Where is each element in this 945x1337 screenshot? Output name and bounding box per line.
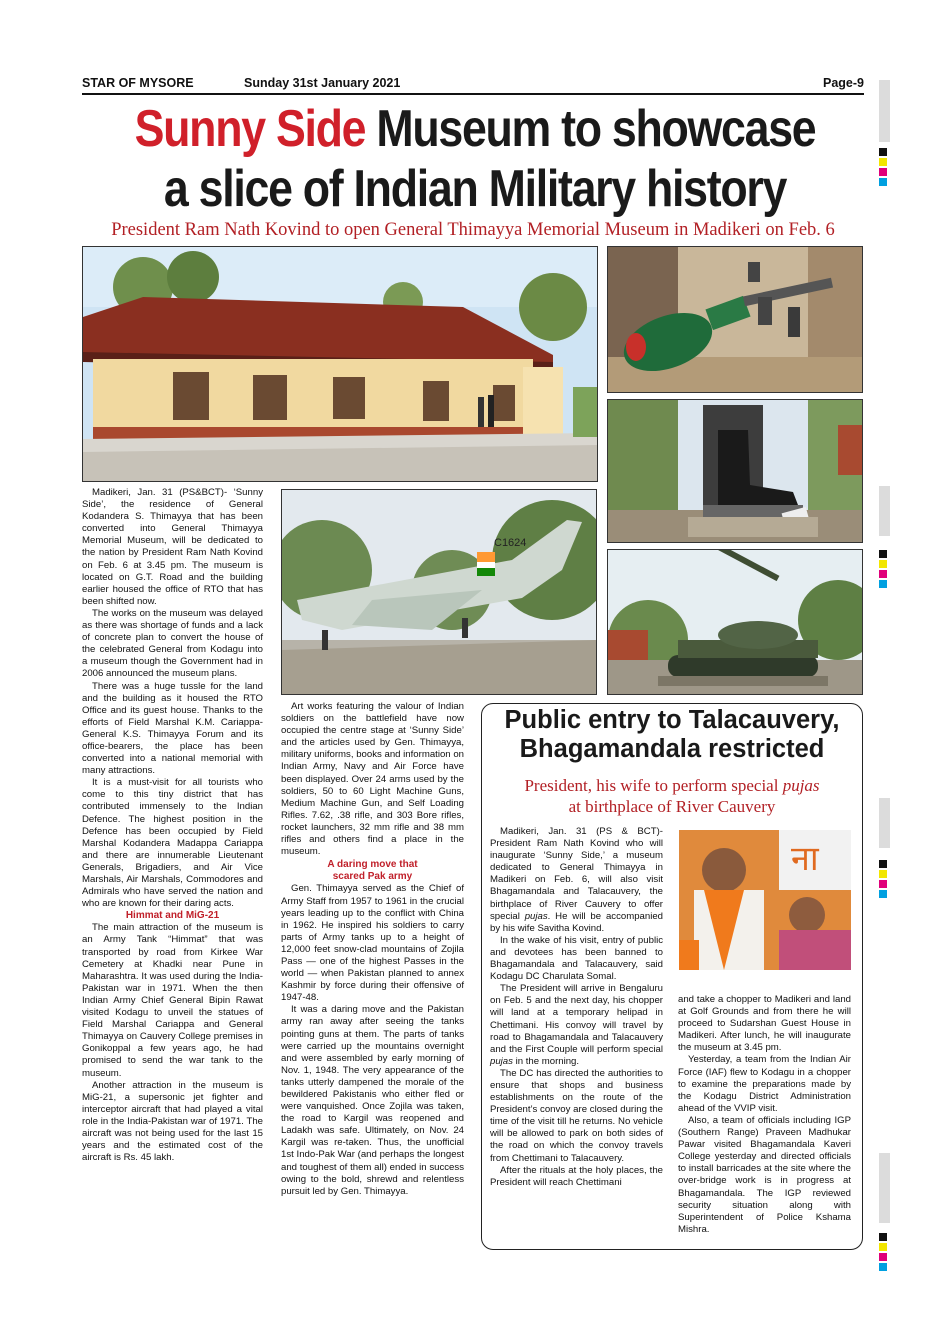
subhead-daring-move-2: scared Pak army <box>332 871 413 883</box>
sidebar-deck <box>481 775 863 817</box>
tank-photo <box>607 549 863 695</box>
sidebar-headline-line1: Public entry to Talacauvery, <box>504 706 840 734</box>
registration-marks-3 <box>879 798 890 898</box>
magenta-mark <box>879 168 887 176</box>
black-mark <box>879 860 887 868</box>
headline-line1-rest: Museum to showcase <box>376 100 816 158</box>
issue-date: Sunday 31st January 2021 <box>244 76 401 90</box>
masthead-rule <box>82 93 864 95</box>
article-paragraph: It was a daring move and the Pakistan army ran away after seeing the tanks pointing guns at them. The parts of tanks were carried up the mountains overnight and were assembled by early morning of Nov. 1, 1948. The very appearance of the tanks utterly dampened the morale of the bewildered Pakistanis who either fled or were vanquished. Once Zojila was taken, the road to Kargil was reopened and Ladakh was safe. Ultimately, on Nov. 24 Kargil was re-taken. Thus, the unofficial 1st Indo-Pak War (and perhaps the longest and toughest of them all) ended in success owing to the bold, shrewd and relentless pursuit led by Gen. Thimayya. <box>281 1004 464 1197</box>
page-number: Page-9 <box>823 76 864 90</box>
museum-building-photo <box>82 246 598 482</box>
sidebar-em: pujas <box>524 910 548 922</box>
registration-marks-2 <box>879 486 890 588</box>
sidebar-column-2 <box>678 994 851 1236</box>
article-paragraph: Gen. Thimayya served as the Chief of Army Staff from 1957 to 1961 in the crucial years leading up to the conflict with China in 1962. He inspired his soldiers to carry parts of Army tanks up to a height of 12,000 feet snow-clad mountains of Zojila Pass — one of the highest Passes in the world — when Pakistan planned to annex Kashmir by force during their offensive of 1947-48. <box>281 883 464 1004</box>
cyan-mark <box>879 1263 887 1271</box>
boot-memorial-photo <box>607 399 863 543</box>
article-paragraph: Art works featuring the valour of Indian soldiers on the battlefield have now occupied the centre stage at ‘Sunny Side’ and the articles used by Gen. Thimayya, military uniforms, books and information on Indian Army, Navy and Air Force have been displayed. Over 24 arms used by the soldiers, 50 to 60 Light Machine Guns, Medium Machine Gun, and Self Loading Rifles. 7.62, .38 rifle, and 303 Bore rifles, rocket launchers, 32 mm rifle and 38 mm rifles and others find a place in the museum. <box>281 701 464 858</box>
article-paragraph: Madikeri, Jan. 31 (PS&BCT)- ‘Sunny Side’, the residence of General Kodandera S. Thimayya that has been converted into General Thimayya Memorial Museum, will be dedicated to the nation by President Ram Nath Kovind on Feb. 6 at 3.45 pm. The museum is located on G.T. Road and the building earlier housed the office of RTO that has been shifted now. <box>82 487 263 607</box>
black-mark <box>879 1233 887 1241</box>
sidebar-paragraph: Also, a team of officials including IGP (Southern Range) Praveen Madhukar Pawar visited Bhagamandala Kaveri College yesterday and directed officials to install barricades at the site where the over-bridge work is in progress at Bhagamandala. The IGP reviewed security situation along with Superintendent of Police Kshama Mishra. <box>678 1114 851 1235</box>
headline-line2: a slice of Indian Military history <box>163 160 787 218</box>
newspaper-name: STAR OF MYSORE <box>82 76 194 90</box>
yellow-mark <box>879 870 887 878</box>
sidebar-paragraph: After the rituals at the holy places, the President will reach Chettimani <box>490 1164 663 1188</box>
yellow-mark <box>879 1243 887 1251</box>
sidebar-text: The President will arrive in Bengaluru on Feb. 5 and the next day, his chopper will land at a temporary helipad in Chettimani. His convoy will travel by road to Bhagamandala and Talacauvery and the First Couple will perform special <box>490 983 663 1055</box>
sidebar-headline <box>481 706 863 764</box>
gray-bar <box>879 486 890 536</box>
sidebar-deck-line2: at birthplace of River Cauvery <box>568 797 776 816</box>
article-paragraph: The main attraction of the museum is an Army Tank “Himmat” that was transported by road from Kirkee War Cemetery at Khadki near Pune in Maharashtra. It was used during the India-Pakistan war in 1971. When the then Indian Army Chief General Bipin Rawat visited Kodagu to unveil the statues of Field Marshal Cariappa and General Thimayya on Cauvery College premises in Gonikoppal a few years ago, he had promised to send the war tank to the museum. <box>82 922 263 1079</box>
yellow-mark <box>879 560 887 568</box>
sidebar-deck-line1 <box>481 775 863 796</box>
sidebar-paragraph: In the wake of his visit, entry of public and devotees has been banned to Bhagamandala and Talacauvery, said Kodagu DC Charulata Somal. <box>490 934 663 983</box>
magenta-mark <box>879 880 887 888</box>
subhead-daring-move-1: A daring move that <box>327 859 418 871</box>
article-paragraph: There was a huge tussle for the land and the building as it housed the RTO Office and its guest house. Thanks to the efforts of Field Marshal K.M. Cariappa-General K.S. Thimayya Forum and its office-bearers, the place has been converted into a national memorial with many attractions. <box>82 680 263 777</box>
rocket-launcher-photo <box>607 246 863 393</box>
subhead-himmat-mig21: Himmat and MiG-21 <box>125 910 220 922</box>
headline-red: Sunny Side <box>134 100 366 158</box>
gray-bar <box>879 798 890 848</box>
headline-line1 <box>118 98 832 160</box>
yellow-mark <box>879 158 887 166</box>
sidebar-headline-line2: Bhagamandala restricted <box>519 735 825 763</box>
sidebar-paragraph: The DC has directed the authorities to ensure that shops and business establishments on the route of the President’s convoy are closed during the time of the visit till he returns. No vehicle will be allowed to park on both sides of the road on which the convoy travels from Chettimani to Talacauvery. <box>490 1067 663 1164</box>
cyan-mark <box>879 178 887 186</box>
cyan-mark <box>879 580 887 588</box>
president-couple-photo <box>679 830 851 970</box>
sidebar-paragraph <box>490 983 663 1068</box>
gray-bar <box>879 80 890 142</box>
sidebar-text: Madikeri, Jan. 31 (PS & BCT)- President Ram Nath Kovind who will inaugurate ‘Sunny Side,’ a museum dedicated to General Thimayya in Madikeri on Feb. 6, will also visit Bhagamandala and Talacauvery, the birthplace of River Cauvery to offer special <box>490 826 663 922</box>
article-column-2 <box>281 701 464 1198</box>
sidebar-text: in the morning. <box>512 1055 580 1067</box>
headline-deck: President Ram Nath Kovind to open General Thimayya Memorial Museum in Madikeri on Feb. 6 <box>111 220 835 240</box>
aircraft-serial: C1624 <box>494 537 527 549</box>
black-mark <box>879 148 887 156</box>
sidebar-paragraph: Yesterday, a team from the Indian Air Force (IAF) flew to Kodagu in a chopper to examine the preparations made by the Kodagu District Administration ahead of the VVIP visit. <box>678 1054 851 1114</box>
article-paragraph: Another attraction in the museum is MiG-21, a supersonic jet fighter and interceptor aircraft that had played a vital role in the India-Pakistan war of 1971. The aircraft was not being used for the last 15 years and the estimated cost of the aircraft is Rs. 45 lakh. <box>82 1079 263 1164</box>
sidebar-em: pujas <box>490 1055 513 1067</box>
registration-marks-1 <box>879 80 890 186</box>
article-column-1 <box>82 487 263 1164</box>
magenta-mark <box>879 1253 887 1261</box>
article-paragraph: The works on the museum was delayed as there was shortage of funds and a lack of concrete plan to convert the house of the celebrated General from Kodagu into a museum though the Government had in 2006 announced the museum plans. <box>82 607 263 680</box>
masthead <box>82 76 864 92</box>
article-paragraph: It is a must-visit for all tourists who come to this tiny district that has contributed immensely to the Indian Defence. The highest position in the Defence has been occupied by Field Marshal Kodandera Madappa Cariappa and there are innumerable Lieutenant Generals, Brigadiers, and Air Vice Marshals, Air Marshals, Commodores and Admirals who have served the nation and who are known for their daring acts. <box>82 777 263 910</box>
sidebar-deck-em: pujas <box>782 776 820 795</box>
sidebar-text: . He will be accompanied by his wife Savitha Kovind. <box>490 910 664 934</box>
registration-marks-4 <box>879 1153 890 1271</box>
sidebar-paragraph: and take a chopper to Madikeri and land at Golf Grounds and from there he will proceed to Sudarshan Guest House in Madikeri. After lunch, he will inaugurate the museum at 3.45 pm. <box>678 994 851 1054</box>
black-mark <box>879 550 887 558</box>
mig21-aircraft-photo <box>281 489 597 695</box>
magenta-mark <box>879 570 887 578</box>
cyan-mark <box>879 890 887 898</box>
sidebar-deck-text: President, his wife to perform special <box>524 776 783 795</box>
sidebar-column-1 <box>490 826 663 1189</box>
sidebar-paragraph <box>490 826 663 935</box>
gray-bar <box>879 1153 890 1223</box>
svg-text:ना: ना <box>791 839 819 879</box>
